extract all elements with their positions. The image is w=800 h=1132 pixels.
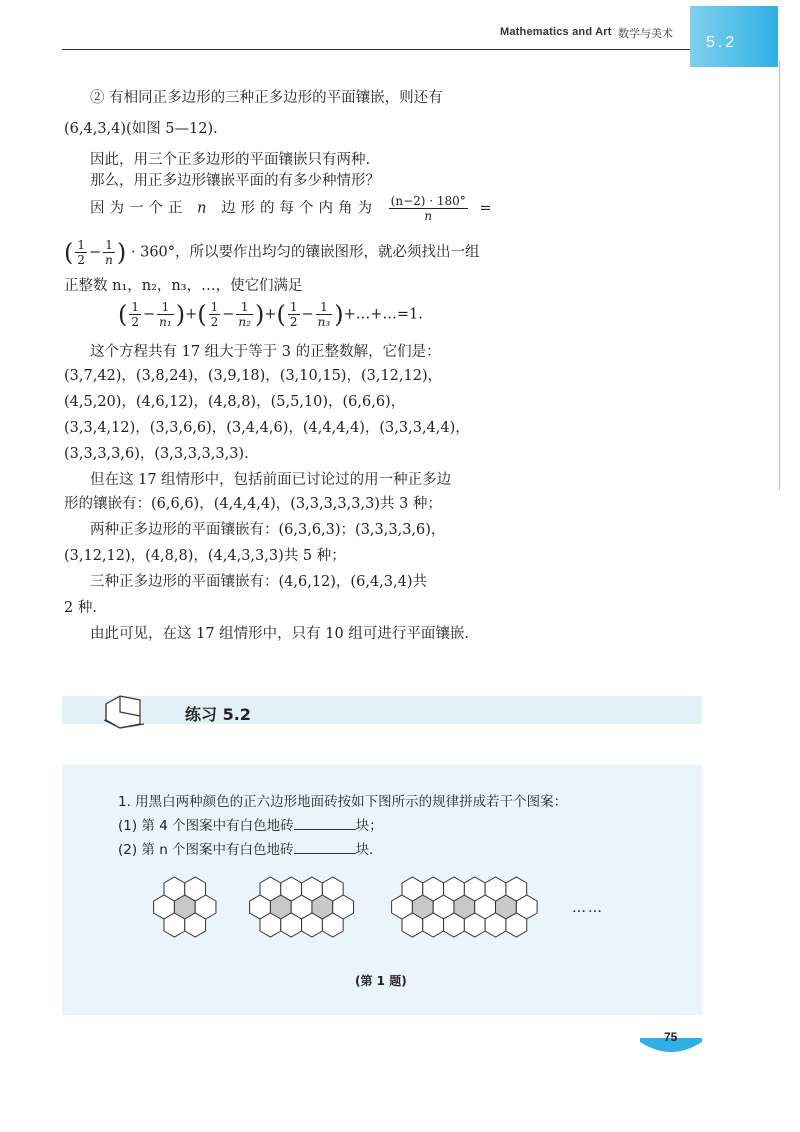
frac-one-den: n [105,253,113,267]
paragraph-3: 那么，用正多边形镶嵌平面的有多少种情形？ [90,173,380,189]
frac-one-num: 1 [103,238,115,253]
paragraph-8b: 形的镶嵌有：(6,6,6)，(4,4,4,4)，(3,3,3,3,3,3)共 3 种； [64,496,442,512]
section-tab [690,6,778,67]
p5-rest: · 360°，所以要作出均匀的镶嵌图形，就必须找出一组 [130,244,480,261]
exercise-title: 练习 5.2 [185,705,251,724]
figure-caption: (第 1 题) [355,974,407,988]
header-rule [62,49,702,50]
paragraph-9b: (3,12,12)，(4,8,8)，(4,4,3,3,3)共 5 种； [64,548,346,564]
question-1: 1. 用黑白两种颜色的正六边形地面砖按如下图所示的规律拼成若干个图案： [118,794,568,810]
paragraph-10a: 三种正多边形的平面镶嵌有：(4,6,12)，(6,4,3,4)共 [90,574,427,590]
eq-1b-num: 1 [157,300,174,315]
eq-1-num: 1 [131,300,140,314]
header-subject-en: Mathematics and Art [500,26,612,38]
p4-n: n [197,200,212,217]
question-1-part-2 [118,838,373,858]
angle-fraction-num: (n−2) · 180° [390,194,466,208]
answer-blank-2[interactable] [294,841,356,854]
frac-half [75,238,87,267]
p4-mid: 边形的每个内角为 [221,200,378,217]
eq-3-num: 1 [289,300,298,314]
figure-ellipsis: …… [572,900,604,916]
eq-3-den: 2 [289,315,298,329]
solutions-line-1: (3,7,42)，(3,8,24)，(3,9,18)，(3,10,15)，(3,12,12)， [64,368,443,384]
answer-blank-1[interactable] [294,817,356,830]
q1-1-prefix: (1) 第 4 个图案中有白色地砖 [118,818,294,834]
eq-n2: n₂ [238,315,251,329]
solutions-line-2: (4,5,20)，(4,6,12)，(4,8,8)，(5,5,10)，(6,6,6)， [64,394,406,410]
q1-1-suffix: 块； [355,818,383,834]
solutions-line-4: (3,3,3,3,6)，(3,3,3,3,3,3). [64,446,249,462]
eq-tail: +…+…=1. [343,306,423,323]
frac-half-den: 2 [77,253,86,267]
paragraph-2: 因此，用三个正多边形的平面镶嵌只有两种. [90,152,371,168]
eq-1-den: 2 [131,315,140,329]
eq-n3: n₃ [317,315,331,329]
paragraph-7: 这个方程共有 17 组大于等于 3 的正整数解，它们是： [90,344,441,360]
page-number: 75 [664,1030,678,1044]
paragraph-1a: ② 有相同正多边形的三种正多边形的平面镶嵌，则还有 [90,90,443,106]
solutions-line-3: (3,3,4,12)，(3,3,6,6)，(3,4,4,6)，(4,4,4,4)，(3,3,3,4,4)， [64,420,470,436]
paragraph-9a: 两种正多边形的平面镶嵌有：(6,3,6,3)；(3,3,3,3,6)， [90,522,446,538]
q1-2-suffix: 块. [355,842,374,858]
paragraph-1b: (6,4,3,4)(如图 5—12). [64,121,218,137]
eq-3b-num: 1 [316,300,333,315]
paragraph-5: ( $\frac{1}{2}$ − $\frac{1}{n}$ ) · 360°，所以要作出均匀的镶嵌图形，就必须找出一组 [64,238,480,267]
paragraph-6: 正整数 n₁，n₂，n₃，…，使它们满足 [64,278,303,294]
angle-fraction-den: n [424,209,433,223]
eq-2-num: 1 [210,300,219,314]
paragraph-10b: 2 种. [64,600,97,616]
p4-prefix: 因为一个正 [90,200,188,217]
q1-2-prefix: (2) 第 n 个图案中有白色地砖 [118,842,294,858]
section-number: 5.2 [706,34,738,51]
frac-one-over-n [103,238,115,267]
eq-2b-num: 1 [236,300,253,315]
eq-n1: n₁ [159,315,172,329]
hexagon-pattern-figure [150,862,570,952]
header-subject-cn: 数学与美术 [618,27,673,40]
equation: ( $\frac{1}{2}$ − $\frac{1}{\text{n₁}}$ )+( $\frac{1}{2}$ − $\frac{1}{\text{n₂}}$ )+( $\frac{1}{2}$ − $\frac{1}{\text{n₃}}$ )+…+…=1. [118,300,423,329]
exercise-heading-band [62,696,702,724]
book-icon [100,690,148,730]
p4-equals: = [479,200,497,217]
paragraph-4 [90,194,497,223]
margin-rule [779,60,780,490]
frac-half-num: 1 [77,238,86,252]
paragraph-11: 由此可见，在这 17 组情形中，只有 10 组可进行平面镶嵌. [90,626,469,642]
question-1-part-1 [118,814,383,834]
angle-fraction [389,194,468,223]
eq-2-den: 2 [210,315,219,329]
paragraph-8a: 但在这 17 组情形中，包括前面已讨论过的用一种正多边 [90,472,452,488]
